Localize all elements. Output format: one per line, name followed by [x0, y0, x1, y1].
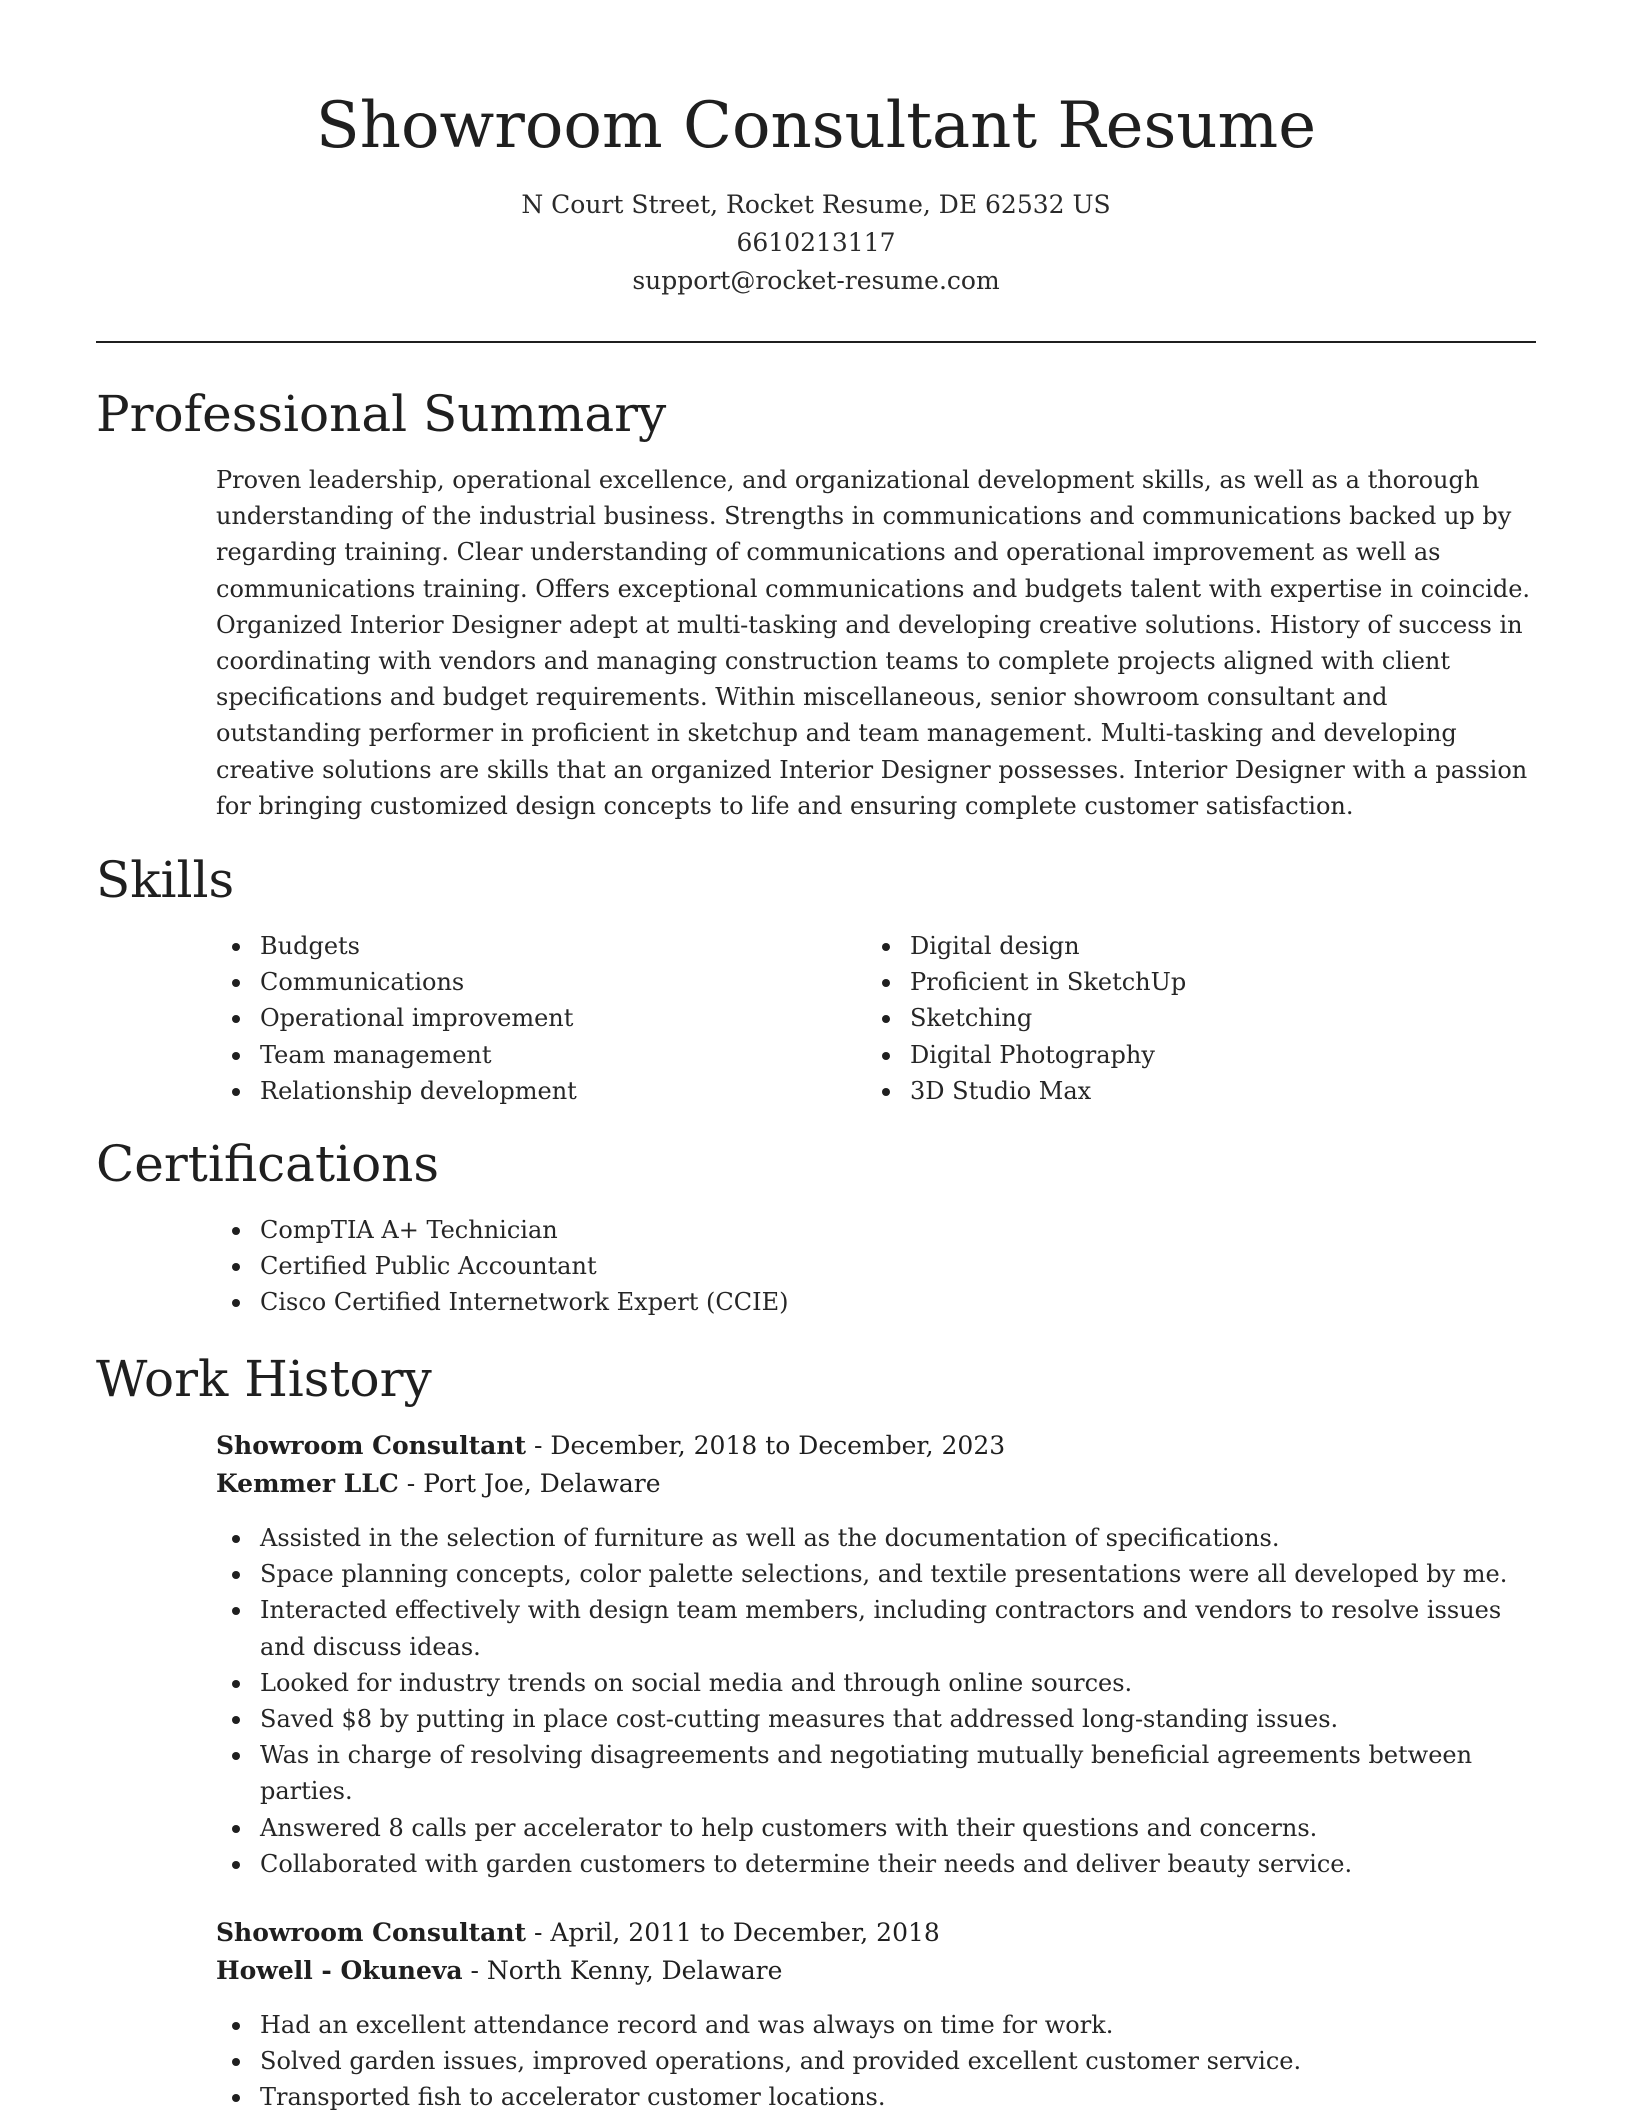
job-company: Howell - Okuneva — [216, 1956, 463, 1985]
job-company-line — [216, 1465, 661, 1503]
skill-item: Proficient in SketchUp — [866, 964, 1506, 1000]
header-divider — [96, 341, 1536, 343]
certifications-list — [216, 1212, 1216, 1321]
job-company: Kemmer LLC — [216, 1469, 399, 1498]
skills-right-column — [866, 928, 1506, 1109]
job-bullet: Space planning concepts, color palette selections, and textile presentations were all developed by me. — [216, 1556, 1536, 1592]
contact-address: N Court Street, Rocket Resume, DE 62532 US — [521, 190, 1111, 219]
job-bullet-list — [216, 2007, 1536, 2116]
certifications-heading: Certifications — [96, 1135, 440, 1193]
certification-item: Certified Public Accountant — [216, 1248, 1216, 1284]
job-bullet: Collaborated with garden customers to determine their needs and deliver beauty service. — [216, 1846, 1536, 1882]
job-title: Showroom Consultant — [216, 1431, 527, 1460]
job-title: Showroom Consultant — [216, 1918, 527, 1947]
skill-item: Digital design — [866, 928, 1506, 964]
job-company-line — [216, 1952, 782, 1990]
resume-title: Showroom Consultant Resume — [315, 89, 1317, 163]
job-bullet: Interacted effectively with design team members, including contractors and vendors to resolve issues and discuss ideas. — [216, 1592, 1536, 1664]
job-bullet: Transported fish to accelerator customer locations. — [216, 2079, 1536, 2115]
summary-heading: Professional Summary — [96, 385, 667, 443]
summary-text: Proven leadership, operational excellence, and organizational development skills, as well as a thorough understanding of the industrial business. Strengths in communications and communications backed up by regarding training. Clear understanding of communications and operational improvement as well as communications training. Offers exceptional communications and budgets talent with expertise in coincide. Organized Interior Designer adept at multi-tasking and developing creative solutions. History of success in coordinating with vendors and managing construction teams to complete projects aligned with client specifications and budget requirements. Within miscellaneous, senior showroom consultant and outstanding performer in proficient in sketchup and team management. Multi-tasking and developing creative solutions are skills that an organized Interior Designer possesses. Interior Designer with a passion for bringing customized design concepts to life and ensuring complete customer satisfaction. — [216, 466, 1531, 820]
certification-item: Cisco Certified Internetwork Expert (CCIE) — [216, 1284, 1216, 1320]
certification-item: CompTIA A+ Technician — [216, 1212, 1216, 1248]
skill-item: Relationship development — [216, 1073, 856, 1109]
job-location: - North Kenny, Delaware — [462, 1956, 783, 1985]
work-history-heading: Work History — [96, 1350, 432, 1408]
job-dates: - April, 2011 to December, 2018 — [526, 1918, 940, 1947]
skill-item: Communications — [216, 964, 856, 1000]
skill-item: Team management — [216, 1037, 856, 1073]
contact-email: support@rocket-resume.com — [632, 266, 1000, 295]
skill-item: Digital Photography — [866, 1037, 1506, 1073]
skills-left-column — [216, 928, 856, 1109]
job-bullet: Was in charge of resolving disagreements and negotiating mutually beneficial agreements between parties. — [216, 1737, 1536, 1809]
job-bullet: Saved $8 by putting in place cost-cutting measures that addressed long-standing issues. — [216, 1701, 1536, 1737]
job-bullet: Looked for industry trends on social media and through online sources. — [216, 1665, 1536, 1701]
job-bullet: Answered 8 calls per accelerator to help customers with their questions and concerns. — [216, 1810, 1536, 1846]
contact-block — [0, 186, 1632, 300]
job-title-line — [216, 1427, 1005, 1465]
skills-heading: Skills — [96, 851, 235, 909]
skill-item: Operational improvement — [216, 1000, 856, 1036]
job-dates: - December, 2018 to December, 2023 — [526, 1431, 1006, 1460]
skill-item: Budgets — [216, 928, 856, 964]
job-title-line — [216, 1914, 940, 1952]
resume-header — [0, 0, 1632, 300]
job-bullet-list — [216, 1520, 1536, 1882]
job-bullet: Had an excellent attendance record and was always on time for work. — [216, 2007, 1536, 2043]
job-bullet: Assisted in the selection of furniture as well as the documentation of specifications. — [216, 1520, 1536, 1556]
contact-phone: 6610213117 — [736, 228, 896, 257]
job-bullet: Solved garden issues, improved operations, and provided excellent customer service. — [216, 2043, 1536, 2079]
job-location: - Port Joe, Delaware — [398, 1469, 661, 1498]
skill-item: Sketching — [866, 1000, 1506, 1036]
skill-item: 3D Studio Max — [866, 1073, 1506, 1109]
